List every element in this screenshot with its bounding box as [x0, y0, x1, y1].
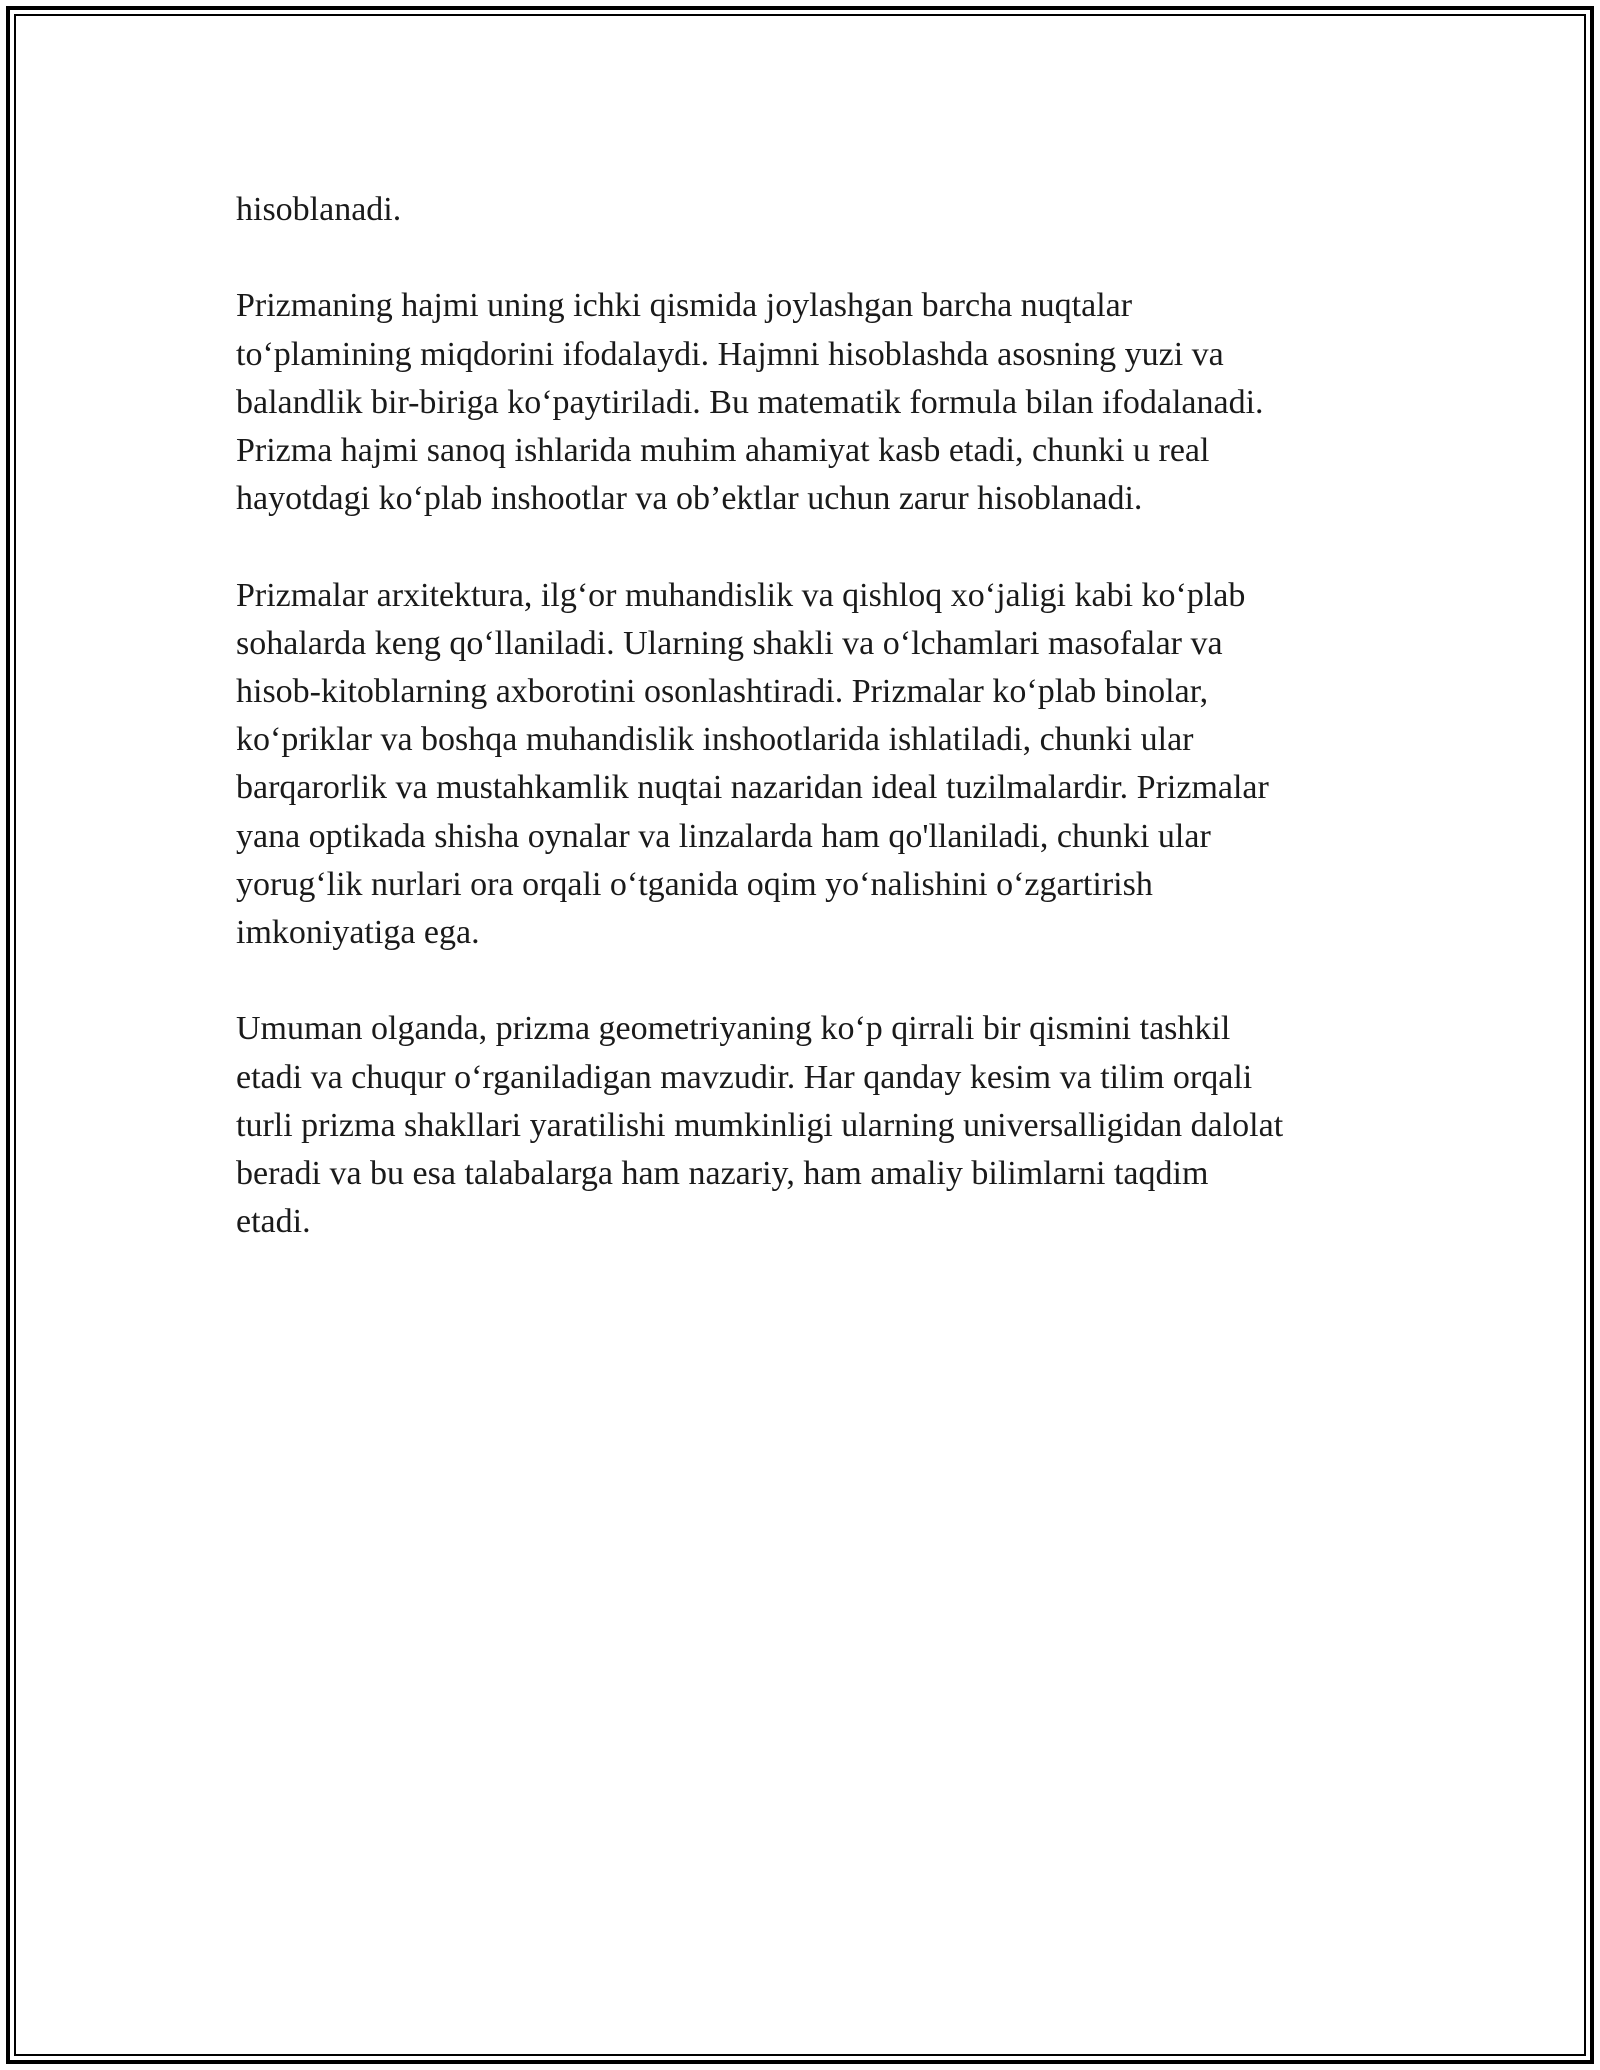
paragraph: [236, 572, 1376, 958]
text-line: barqarorlik va mustahkamlik nuqtai nazaridan ideal tuzilmalardir. Prizmalar: [236, 769, 1269, 807]
text-line: yorug‘lik nurlari ora orqali o‘tganida oqim yo‘nalishini o‘zgartirish: [236, 865, 1153, 903]
text-line: to‘plamining miqdorini ifodalaydi. Hajmni hisoblashda asosning yuzi va: [236, 335, 1224, 373]
text-line: imkoniyatiga ega.: [236, 914, 480, 952]
text-line: balandlik bir-biriga ko‘paytiriladi. Bu matematik formula bilan ifodalanadi.: [236, 383, 1264, 421]
text-line: Prizma hajmi sanoq ishlarida muhim ahamiyat kasb etadi, chunki u real: [236, 432, 1210, 469]
text-line: Prizmalar arxitektura, ilg‘or muhandislik va qishloq xo‘jaligi kabi ko‘plab: [236, 576, 1246, 614]
text-line: Prizmaning hajmi uning ichki qismida joylashgan barcha nuqtalar: [236, 287, 1133, 325]
text-line: sohalarda keng qo‘llaniladi. Ularning shakli va o‘lchamlari masofalar va: [236, 624, 1223, 662]
text-line: ko‘priklar va boshqa muhandislik inshootlarida ishlatiladi, chunki ular: [236, 721, 1194, 759]
text-line: etadi va chuqur o‘rganiladigan mavzudir. Har qanday kesim va tilim orqali: [236, 1058, 1253, 1096]
paragraph: [236, 282, 1376, 523]
paragraph: [236, 1005, 1376, 1246]
document-body: [236, 186, 1376, 1295]
text-line: turli prizma shakllari yaratilishi mumkinligi ularning universalligidan dalolat: [236, 1106, 1284, 1144]
text-line: Umuman olganda, prizma geometriyaning ko‘p qirrali bir qismini tashkil: [236, 1010, 1231, 1048]
text-line: hisoblanadi.: [236, 191, 402, 228]
text-line: etadi.: [236, 1203, 311, 1241]
text-line: beradi va bu esa talabalarga ham nazariy, ham amaliy bilimlarni taqdim: [236, 1155, 1209, 1193]
text-line: hisob-kitoblarning axborotini osonlashtiradi. Prizmalar ko‘plab binolar,: [236, 673, 1209, 710]
text-line: yana optikada shisha oynalar va linzalarda ham qo'llaniladi, chunki ular: [236, 817, 1211, 855]
paragraph: [236, 186, 1376, 234]
text-line: hayotdagi ko‘plab inshootlar va ob’ektlar uchun zarur hisoblanadi.: [236, 480, 1143, 518]
